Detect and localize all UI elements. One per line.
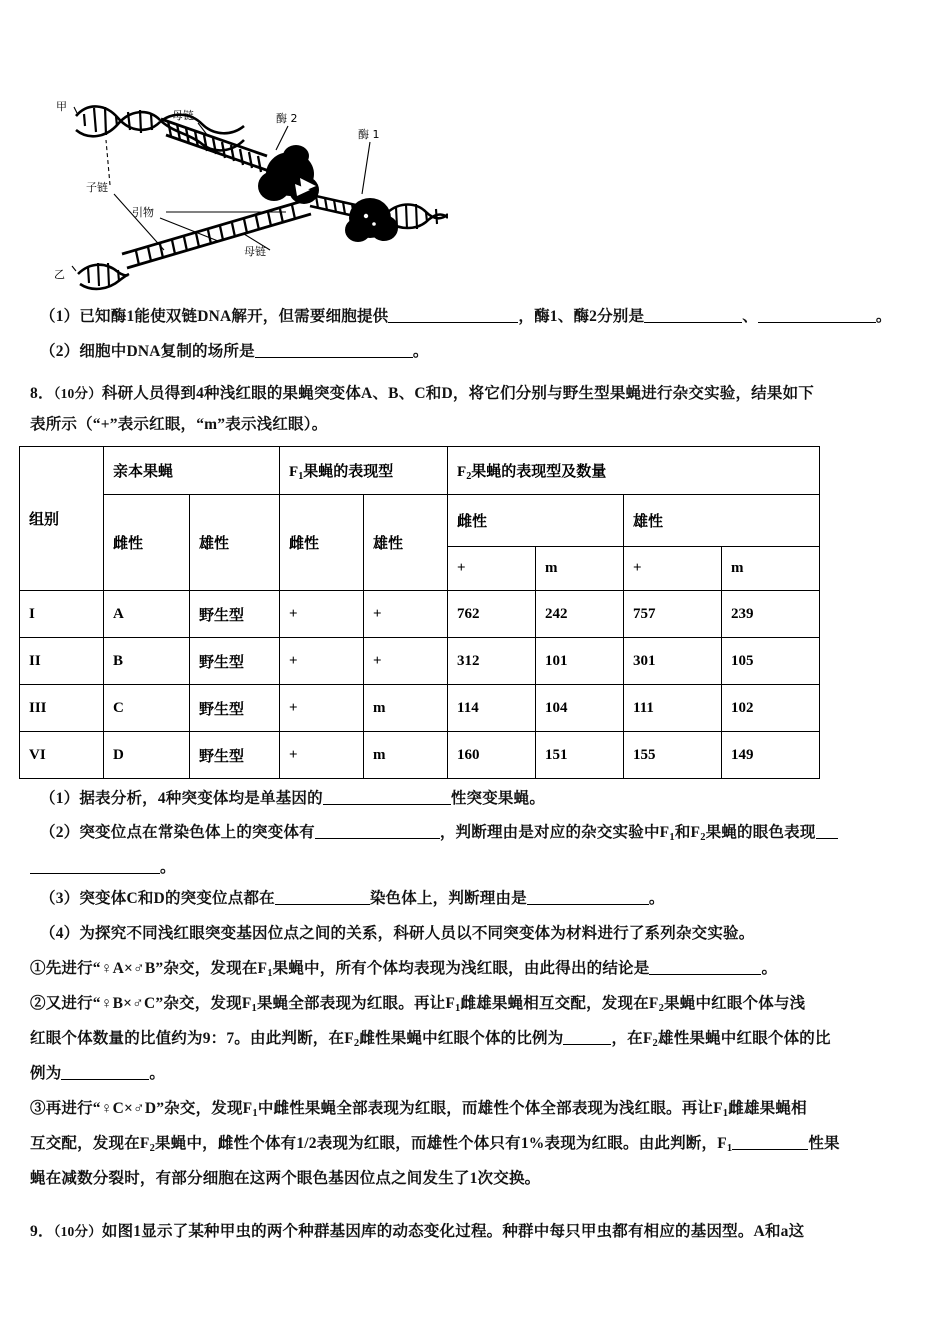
q7-item1-blank-1[interactable] (388, 322, 518, 323)
q8-sub-2 (40, 818, 940, 849)
q8-sub3-blank-1[interactable] (275, 904, 370, 905)
q8-item2-line3-text-a: 例为 (30, 1065, 62, 1082)
q8-sub2-blank-1[interactable] (315, 838, 440, 839)
cell-f1-female: + (280, 638, 364, 685)
q8-sub1-text-b: 性突变果蝇。 (450, 790, 546, 807)
q8-item-3-line-3 (30, 1164, 935, 1194)
q8-sub2-blank-2b[interactable] (30, 873, 160, 874)
q8-item-2-line-1 (30, 989, 935, 1020)
q9-number: 9． (30, 1223, 54, 1240)
q8-item2-line1-text: ②又进行“♀B×♂C”杂交，发现$F_1$果蝇全部表现为红眼。再让$F_1$雌雄果蝇相互交配，发现在$F_2$果蝇中红眼个体与浅 (30, 995, 806, 1014)
cell-group: II (20, 638, 104, 685)
figure-label-mother-strand-bottom: 母链 (244, 245, 266, 258)
q8-sub4-text: （4）为探究不同浅红眼突变基因位点之间的关系，科研人员以不同突变体为材料进行了系列杂交实验。 (40, 925, 755, 942)
q8-item-1 (30, 954, 930, 985)
cell-f1-female: + (280, 732, 364, 779)
cell-group: I (20, 591, 104, 638)
cell-f2-male-m: 239 (722, 591, 820, 638)
cell-f2-male-m: 149 (722, 732, 820, 779)
table-col-f1: $F_1$果蝇的表现型 (280, 447, 448, 495)
q8-sub2-text-b: ，判断理由是对应的杂交实验中$F_1$和$F_2$果蝇的眼色表现 (439, 824, 816, 843)
cell-f1-male: + (364, 591, 448, 638)
cell-parent-male: 野生型 (190, 638, 280, 685)
cell-group: VI (20, 732, 104, 779)
q8-sub-2-cont (30, 853, 925, 883)
q8-stem-line-2: 表所示（“+”表示红眼，“m”表示浅红眼）。 (30, 416, 328, 433)
q9-score: （10分） (53, 1224, 102, 1239)
cell-f2-male-plus: 155 (624, 732, 722, 779)
table-col-f1-female: 雌性 (280, 495, 364, 591)
table-body (20, 591, 820, 779)
cell-parent-male: 野生型 (190, 591, 280, 638)
q8-item-3-line-1 (30, 1094, 935, 1125)
q7-item2-text-b: 。 (412, 343, 429, 360)
table-col-group: 组别 (20, 447, 104, 591)
cell-group: III (20, 685, 104, 732)
figure-label-enzyme-1: 酶 1 (358, 128, 380, 141)
q8-sub2-text-a: （2）突变位点在常染色体上的突变体有 (40, 824, 315, 841)
table-header-row-1 (20, 447, 820, 495)
q8-sub3-text-a: （3）突变体C和D的突变位点都在 (40, 890, 275, 907)
q8-number: 8． (30, 385, 54, 402)
q7-item1-text-c: 、 (742, 308, 758, 325)
cell-f2-female-plus: 114 (448, 685, 536, 732)
q8-item1-blank[interactable] (649, 974, 761, 975)
cell-f2-female-m: 104 (536, 685, 624, 732)
figure-label-primer: 引物 (132, 206, 154, 219)
table-col-f2-male: 雄性 (624, 495, 820, 547)
cell-f2-female-m: 242 (536, 591, 624, 638)
cell-f2-female-m: 151 (536, 732, 624, 779)
q8-item-2-line-3 (30, 1059, 935, 1089)
q7-item-2 (40, 337, 920, 367)
q7-item2-blank-1[interactable] (255, 357, 413, 358)
cell-parent-female: A (104, 591, 190, 638)
table-row (20, 638, 820, 685)
q9-stem (30, 1217, 940, 1247)
table-col-f2-female-m: m (536, 547, 624, 591)
q7-item1-blank-3[interactable] (758, 322, 876, 323)
table-col-f2-male-m: m (722, 547, 820, 591)
cell-f2-male-plus: 757 (624, 591, 722, 638)
figure-label-mother-strand-top: 母链 (172, 109, 194, 122)
q8-sub1-text-a: （1）据表分析，4种突变体均是单基因的 (40, 790, 323, 807)
q8-item3-blank[interactable] (732, 1149, 808, 1150)
q7-item-1 (40, 302, 920, 332)
q8-item2-blank-2[interactable] (61, 1079, 149, 1080)
cell-f2-male-m: 102 (722, 685, 820, 732)
cell-f2-female-plus: 160 (448, 732, 536, 779)
q7-item1-text-d: 。 (875, 308, 892, 325)
cell-f2-male-plus: 111 (624, 685, 722, 732)
q8-item3-line1-text: ③再进行“♀C×♂D”杂交，发现$F_1$中雌性果蝇全部表现为红眼，而雄性个体全部表现为浅红眼。再让$F_1$雌雄果蝇相 (30, 1100, 807, 1119)
q8-sub3-text-b: 染色体上，判断理由是 (369, 890, 527, 907)
q7-item1-text-a: （1）已知酶1能使双链DNA解开，但需要细胞提供 (40, 308, 389, 325)
q8-item2-blank-1[interactable] (563, 1044, 611, 1045)
cell-f1-male: m (364, 732, 448, 779)
q8-item3-line3-text: 蝇在减数分裂时，有部分细胞在这两个眼色基因位点之间发生了1次交换。 (30, 1170, 541, 1187)
q8-item2-line3-text-b: 。 (149, 1065, 166, 1082)
cell-f1-female: + (280, 591, 364, 638)
table-header-row-2 (20, 495, 820, 547)
q8-sub2-blank-2a[interactable] (816, 838, 838, 839)
q8-sub1-blank[interactable] (323, 804, 451, 805)
table-row (20, 685, 820, 732)
q7-item1-blank-2[interactable] (644, 322, 742, 323)
dna-replication-figure (48, 78, 448, 293)
table-row (20, 732, 820, 779)
cross-experiment-table-wrap (19, 446, 819, 779)
q8-item2-line2-text-a: 红眼个体数量的比值约为9：7。由此判断，在$F_2$雌性果蝇中红眼个体的比例为 (30, 1030, 564, 1049)
cell-parent-female: B (104, 638, 190, 685)
table-col-f2-female-plus: + (448, 547, 536, 591)
cell-f2-female-plus: 312 (448, 638, 536, 685)
q8-item3-line2-text-a: 互交配，发现在$F_2$果蝇中，雌性个体有1/2表现为红眼，而雄性个体只有1%表现为红眼。由此判断，$F_1$ (30, 1135, 733, 1154)
q8-item3-line2-text-b: 性果 (808, 1135, 840, 1152)
q8-stem (30, 379, 925, 409)
q8-item2-line2-text-b: ，在$F_2$雄性果蝇中红眼个体的比 (611, 1030, 831, 1049)
table-col-f2-female: 雌性 (448, 495, 624, 547)
table-col-f2: $F_2$果蝇的表现型及数量 (448, 447, 820, 495)
q8-score: （10分） (53, 386, 102, 401)
figure-label-daughter-strand: 子链 (86, 181, 108, 194)
cell-parent-male: 野生型 (190, 732, 280, 779)
cell-f2-female-plus: 762 (448, 591, 536, 638)
q9-stem-text: 如图1显示了某种甲虫的两个种群基因库的动态变化过程。种群中每只甲虫都有相应的基因型。A和a这 (101, 1223, 805, 1240)
q8-item1-text-a: ①先进行“♀A×♂B”杂交，发现在$F_1$果蝇中，所有个体均表现为浅红眼，由此得出的结论是 (30, 960, 650, 979)
q8-sub-1 (40, 784, 935, 814)
q8-sub-4 (40, 919, 940, 949)
q8-item1-text-b: 。 (761, 960, 778, 977)
figure-label-bottom-left: 乙 (54, 268, 65, 281)
table-col-f2-male-plus: + (624, 547, 722, 591)
q8-stem-line-2-wrap (30, 410, 925, 440)
q8-sub3-blank-2[interactable] (527, 904, 649, 905)
q8-sub2-text-c: 。 (160, 859, 176, 876)
cell-f2-female-m: 101 (536, 638, 624, 685)
q7-item2-text-a: （2）细胞中DNA复制的场所是 (40, 343, 255, 360)
table-col-parent-male: 雄性 (190, 495, 280, 591)
table-col-f1-male: 雄性 (364, 495, 448, 591)
q8-stem-line-1: 科研人员得到4种浅红眼的果蝇突变体A、B、C和D，将它们分别与野生型果蝇进行杂交实验，结果如下 (101, 385, 814, 402)
q8-sub-3 (40, 884, 935, 914)
cell-f2-male-m: 105 (722, 638, 820, 685)
q8-item-3-line-2 (30, 1129, 935, 1160)
cell-parent-male: 野生型 (190, 685, 280, 732)
cross-experiment-table (19, 446, 820, 779)
cell-parent-female: C (104, 685, 190, 732)
cell-f1-female: + (280, 685, 364, 732)
q7-item1-text-b: ，酶1、酶2分别是 (518, 308, 645, 325)
cell-f1-male: m (364, 685, 448, 732)
cell-f2-male-plus: 301 (624, 638, 722, 685)
figure-label-top-left: 甲 (56, 100, 67, 113)
figure-label-enzyme-2: 酶 2 (276, 112, 298, 125)
cell-f1-male: + (364, 638, 448, 685)
q8-sub3-text-c: 。 (648, 890, 665, 907)
table-col-parent-female: 雌性 (104, 495, 190, 591)
table-row (20, 591, 820, 638)
q8-item-2-line-2 (30, 1024, 935, 1055)
table-col-parents: 亲本果蝇 (104, 447, 280, 495)
cell-parent-female: D (104, 732, 190, 779)
